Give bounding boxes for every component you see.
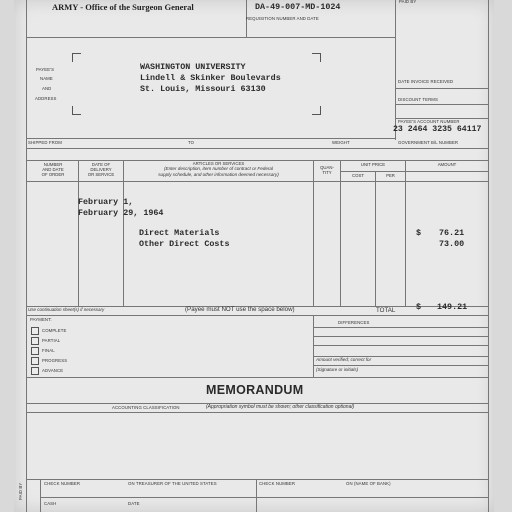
accounting-classification-note: (Appropriation symbol must be shown; other classification optional) xyxy=(206,404,355,410)
rule xyxy=(78,160,79,306)
differences-label: DIFFERENCES xyxy=(338,320,370,325)
col-articles-note-1: (Enter description, item number of contract or Federal xyxy=(163,166,274,171)
payee-name: WASHINGTON UNIVERSITY xyxy=(140,62,246,72)
payment-progress-checkbox[interactable] xyxy=(31,357,39,365)
rule xyxy=(314,336,488,337)
col-unit-price: UNIT PRICE xyxy=(360,162,386,167)
col-number-line-2: AND DATE xyxy=(42,167,64,172)
rule xyxy=(314,327,488,328)
accounting-classification-label: ACCOUNTING CLASSIFICATION xyxy=(112,405,180,410)
on-treasurer-label: ON TREASURER OF THE UNITED STATES xyxy=(128,481,217,486)
col-articles-title: ARTICLES OR SERVICES xyxy=(192,161,245,166)
rule xyxy=(26,148,488,149)
paid-by-side-label: PAID BY xyxy=(18,482,23,500)
rule xyxy=(313,315,314,377)
col-amount: AMOUNT xyxy=(437,162,457,167)
col-delivery-line-3: OR SERVICE xyxy=(87,172,115,177)
paid-by-label: PAID BY xyxy=(399,0,417,4)
total-amount: 149.21 xyxy=(437,302,468,312)
on-bank-label: ON (NAME OF BANK) xyxy=(346,481,391,486)
address-window-corner xyxy=(312,106,321,115)
signature-label: (Signature or initials) xyxy=(316,367,359,372)
rule-right-column xyxy=(395,0,396,140)
item-direct-materials: Direct Materials xyxy=(139,228,220,238)
rule-header-bottom xyxy=(26,37,396,38)
payment-complete-label: COMPLETE xyxy=(42,328,67,333)
payee-label-line-1: PAYEE'S xyxy=(36,67,55,72)
rule-left-margin xyxy=(26,0,27,512)
payee-label-line-3: AND xyxy=(42,86,52,91)
col-quantity-line-1: QUAN- xyxy=(320,165,334,170)
rule xyxy=(26,138,396,139)
item-other-direct-costs: Other Direct Costs xyxy=(139,239,230,249)
rule-right-margin xyxy=(488,0,489,512)
rule xyxy=(396,88,488,89)
amount-dollar-sign: $ xyxy=(416,228,422,238)
contract-number: DA-49-007-MD-1024 xyxy=(255,2,341,12)
payment-advance-label: ADVANCE xyxy=(42,368,64,373)
cash-label: CASH xyxy=(44,501,57,506)
check-number-label-2: CHECK NUMBER xyxy=(259,481,296,486)
payee-label-line-2: NAME xyxy=(40,76,53,81)
address-window-corner xyxy=(72,106,81,115)
col-cost: COST xyxy=(352,173,364,178)
memorandum-title: MEMORANDUM xyxy=(206,383,304,397)
payment-partial-label: PARTIAL xyxy=(42,338,61,343)
rule xyxy=(26,377,488,378)
rule xyxy=(40,497,488,498)
payment-partial-checkbox[interactable] xyxy=(31,337,39,345)
address-window-corner xyxy=(312,53,321,62)
rule xyxy=(405,160,406,306)
government-bill-number-label: GOVERNMENT B/L NUMBER xyxy=(398,140,459,145)
service-date-line-2: February 29, 1964 xyxy=(78,208,164,218)
check-number-label: CHECK NUMBER xyxy=(44,481,81,486)
rule xyxy=(314,365,488,366)
payment-final-label: FINAL xyxy=(42,348,55,353)
total-label: TOTAL xyxy=(376,307,396,314)
discount-terms-label: DISCOUNT TERMS xyxy=(398,97,438,102)
col-number-line-3: OF ORDER xyxy=(41,172,65,177)
payee-must-not-use-note: (Payee must NOT use the space below) xyxy=(185,306,295,313)
payment-advance-checkbox[interactable] xyxy=(31,367,39,375)
col-quantity-line-2: TITY xyxy=(322,170,332,175)
address-window-corner xyxy=(72,53,81,62)
payment-label: PAYMENT: xyxy=(30,317,52,322)
rule xyxy=(123,160,124,306)
amount-direct-materials: 76.21 xyxy=(439,228,465,238)
payee-label-line-4: ADDRESS xyxy=(35,96,57,101)
col-articles-note-2: supply schedule, and other information deemed necessary) xyxy=(158,172,279,177)
payment-final-checkbox[interactable] xyxy=(31,347,39,355)
rule xyxy=(375,171,376,306)
col-delivery-line-1: DATE OF xyxy=(91,162,111,167)
col-per: PER xyxy=(386,173,395,178)
date-label: DATE xyxy=(128,501,140,506)
col-delivery-line-2: DELIVERY xyxy=(90,167,112,172)
payee-account-number: 23 2464 3235 64117 xyxy=(393,125,482,134)
weight-label: WEIGHT xyxy=(332,140,350,145)
rule xyxy=(26,181,488,182)
shipped-to-label: TO xyxy=(188,140,195,145)
col-number-line-1: NUMBER xyxy=(43,162,63,167)
payee-city: St. Louis, Missouri 63130 xyxy=(140,84,266,94)
rule xyxy=(40,479,41,512)
rule xyxy=(313,160,314,306)
amount-other-direct-costs: 73.00 xyxy=(439,239,465,249)
rule xyxy=(340,171,488,172)
date-invoice-received-label: DATE INVOICE RECEIVED xyxy=(398,79,454,84)
rule xyxy=(314,345,488,346)
total-dollar-sign: $ xyxy=(416,302,422,312)
rule xyxy=(26,412,488,413)
shipped-from-label: SHIPPED FROM xyxy=(28,140,62,145)
agency-name: ARMY - Office of the Surgeon General xyxy=(52,2,194,12)
rule xyxy=(396,104,488,105)
amount-verified-label: Amount verified; correct for xyxy=(316,357,372,362)
payment-progress-label: PROGRESS xyxy=(42,358,68,363)
rule xyxy=(256,479,257,512)
rule xyxy=(26,479,488,480)
rule xyxy=(26,160,488,161)
requisition-label: REQUISITION NUMBER AND DATE xyxy=(246,16,319,21)
rule xyxy=(26,315,488,316)
payee-account-number-label: PAYEE'S ACCOUNT NUMBER xyxy=(398,119,460,124)
payee-street: Lindell & Skinker Boulevards xyxy=(140,73,281,83)
continuation-note: Use continuation sheet(s) if necessary xyxy=(28,307,105,312)
rule xyxy=(340,160,341,306)
payment-complete-checkbox[interactable] xyxy=(31,327,39,335)
service-date-line-1: February 1, xyxy=(78,197,134,207)
